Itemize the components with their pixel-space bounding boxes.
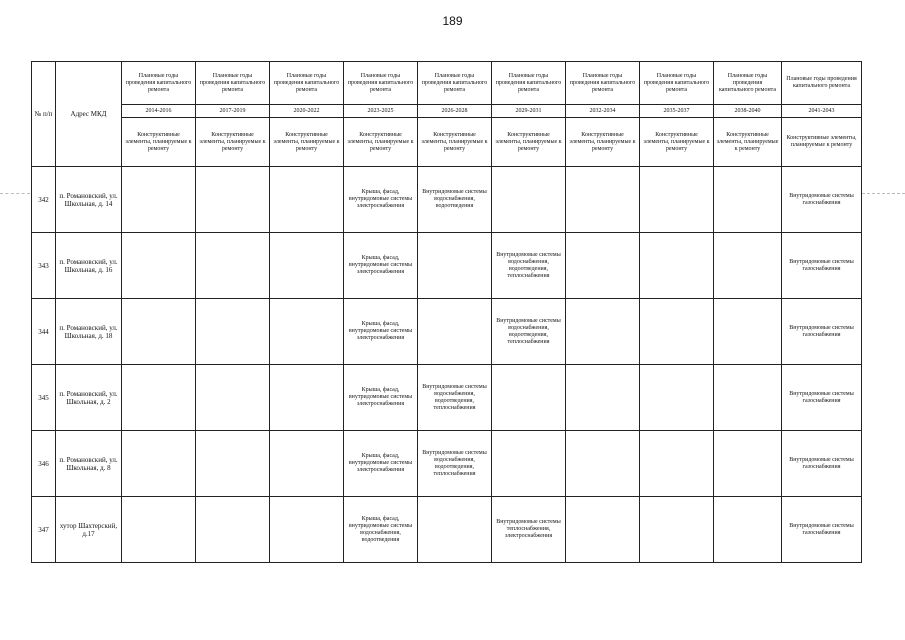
header-period-title: Плановые годы проведения капитального ремонта (566, 62, 640, 105)
header-elements: Конструктивные элементы, планируемые к ремонту (270, 118, 344, 167)
table-cell: Крыша, фасад, внутридомовые системы электроснабжения (344, 167, 418, 233)
table-cell: Внутридомовые системы водоснабжения, водоотведения, теплоснабжения (418, 365, 492, 431)
table-cell (122, 497, 196, 563)
header-row-period (32, 62, 862, 105)
header-elements: Конструктивные элементы, планируемые к ремонту (418, 118, 492, 167)
table-cell (196, 299, 270, 365)
fold-mark-right (862, 193, 905, 194)
table-cell: Внутридомовые системы водоснабжения, водоотведения (418, 167, 492, 233)
table-cell: Крыша, фасад, внутридомовые системы электроснабжения (344, 233, 418, 299)
header-years: 2029-2031 (492, 105, 566, 118)
header-row-years (32, 105, 862, 118)
header-elements: Конструктивные элементы, планируемые к ремонту (196, 118, 270, 167)
table-cell (714, 299, 782, 365)
table-cell (640, 497, 714, 563)
table-cell (270, 365, 344, 431)
table-cell (714, 233, 782, 299)
row-address: п. Романовский, ул. Школьная, д. 18 (56, 299, 122, 365)
row-address: хутор Шахтерский, д.17 (56, 497, 122, 563)
header-years: 2017-2019 (196, 105, 270, 118)
table-cell (122, 365, 196, 431)
table-cell (566, 365, 640, 431)
header-period-title: Плановые годы проведения капитального ремонта (344, 62, 418, 105)
header-years: 2035-2037 (640, 105, 714, 118)
table-cell (566, 431, 640, 497)
header-period-title: Плановые годы проведения капитального ремонта (640, 62, 714, 105)
table-cell (640, 233, 714, 299)
table-row (32, 365, 862, 431)
table-cell (714, 365, 782, 431)
header-elements: Конструктивные элементы, планируемые к ремонту (782, 118, 862, 167)
table-cell (640, 365, 714, 431)
row-number: 344 (32, 299, 56, 365)
table-cell: Крыша, фасад, внутридомовые системы электроснабжения (344, 365, 418, 431)
table-cell (492, 167, 566, 233)
header-period-title: Плановые годы проведения капитального ремонта (270, 62, 344, 105)
table-cell (196, 167, 270, 233)
header-period-title: Плановые годы проведения капитального ремонта (196, 62, 270, 105)
header-period-title: Плановые годы проведения капитального ремонта (418, 62, 492, 105)
header-years: 2026-2028 (418, 105, 492, 118)
table-cell: Внутридомовые системы газоснабжения (782, 299, 862, 365)
row-address: п. Романовский, ул. Школьная, д. 8 (56, 431, 122, 497)
table-cell (418, 299, 492, 365)
table-cell (196, 365, 270, 431)
header-address: Адрес МКД (56, 62, 122, 167)
fold-mark-left (0, 193, 30, 194)
page-number: 189 (442, 14, 463, 28)
table-cell (566, 233, 640, 299)
table-cell: Крыша, фасад, внутридомовые системы электроснабжения (344, 431, 418, 497)
table-cell (492, 365, 566, 431)
table-cell: Внутридомовые системы газоснабжения (782, 365, 862, 431)
table-cell (566, 167, 640, 233)
header-elements: Конструктивные элементы, планируемые к ремонту (344, 118, 418, 167)
table-cell (196, 431, 270, 497)
table-cell (270, 497, 344, 563)
capital-repair-table (31, 61, 862, 563)
table-cell (122, 299, 196, 365)
table-row (32, 167, 862, 233)
header-elements: Конструктивные элементы, планируемые к ремонту (122, 118, 196, 167)
table-cell: Внутридомовые системы газоснабжения (782, 497, 862, 563)
row-address: п. Романовский, ул. Школьная, д. 2 (56, 365, 122, 431)
row-number: 342 (32, 167, 56, 233)
table-cell (270, 431, 344, 497)
table-cell (270, 299, 344, 365)
table-cell (640, 167, 714, 233)
table-cell (122, 233, 196, 299)
table-cell: Внутридомовые системы газоснабжения (782, 167, 862, 233)
table-cell: Внутридомовые системы газоснабжения (782, 431, 862, 497)
header-elements: Конструктивные элементы, планируемые к ремонту (566, 118, 640, 167)
table-cell: Внутридомовые системы теплоснабжения, электроснабжения (492, 497, 566, 563)
table-cell (122, 167, 196, 233)
table-cell (640, 299, 714, 365)
table-cell (196, 497, 270, 563)
header-period-title: Плановые годы проведения капитального ремонта (714, 62, 782, 105)
table-cell (714, 497, 782, 563)
header-num: № п/п (32, 62, 56, 167)
row-number: 346 (32, 431, 56, 497)
header-period-title: Плановые годы проведения капитального ремонта (492, 62, 566, 105)
table-cell: Внутридомовые системы водоснабжения, водоотведения, теплоснабжения (492, 299, 566, 365)
header-years: 2032-2034 (566, 105, 640, 118)
row-number: 343 (32, 233, 56, 299)
table-cell (196, 233, 270, 299)
table-row (32, 299, 862, 365)
table-cell (714, 431, 782, 497)
table-cell: Внутридомовые системы водоснабжения, водоотведения, теплоснабжения (418, 431, 492, 497)
header-period-title: Плановые годы проведения капитального ремонта (122, 62, 196, 105)
table-cell (270, 233, 344, 299)
table-cell (122, 431, 196, 497)
table-cell: Крыша, фасад, внутридомовые системы электроснабжения (344, 299, 418, 365)
table-row (32, 431, 862, 497)
table-cell (640, 431, 714, 497)
header-period-title: Плановые годы проведения капитального ремонта (782, 62, 862, 105)
header-years: 2038-2040 (714, 105, 782, 118)
table-cell: Внутридомовые системы газоснабжения (782, 233, 862, 299)
table-cell (418, 233, 492, 299)
table-cell (714, 167, 782, 233)
table-cell: Внутридомовые системы водоснабжения, водоотведения, теплоснабжения (492, 233, 566, 299)
header-years: 2014-2016 (122, 105, 196, 118)
header-years: 2041-2043 (782, 105, 862, 118)
table-cell: Крыша, фасад, внутридомовые системы водоснабжения, водоотведения (344, 497, 418, 563)
table-row (32, 233, 862, 299)
table-cell (418, 497, 492, 563)
table-row (32, 497, 862, 563)
table-cell (492, 431, 566, 497)
header-years: 2020-2022 (270, 105, 344, 118)
table-cell (270, 167, 344, 233)
header-elements: Конструктивные элементы, планируемые к ремонту (640, 118, 714, 167)
row-number: 347 (32, 497, 56, 563)
row-number: 345 (32, 365, 56, 431)
header-years: 2023-2025 (344, 105, 418, 118)
header-elements: Конструктивные элементы, планируемые к ремонту (714, 118, 782, 167)
table-cell (566, 497, 640, 563)
header-row-elements (32, 118, 862, 167)
table-cell (566, 299, 640, 365)
row-address: п. Романовский, ул. Школьная, д. 16 (56, 233, 122, 299)
row-address: п. Романовский, ул. Школьная, д. 14 (56, 167, 122, 233)
header-elements: Конструктивные элементы, планируемые к ремонту (492, 118, 566, 167)
